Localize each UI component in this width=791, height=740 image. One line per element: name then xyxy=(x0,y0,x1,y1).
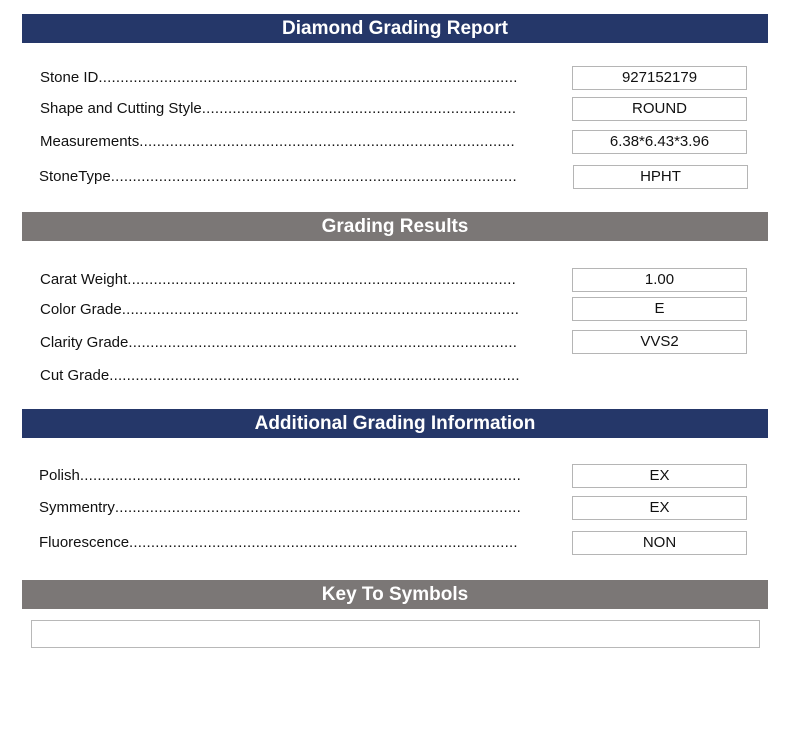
polish-label: Polish xyxy=(39,467,80,484)
cut-grade-label: Cut Grade xyxy=(40,367,110,384)
carat-label: Carat Weight xyxy=(40,271,128,288)
section-header-key-to-symbols: Key To Symbols xyxy=(22,580,768,609)
dot-leader: ......................................................................................... xyxy=(127,271,516,288)
color-grade-label: Color Grade xyxy=(40,301,122,318)
field-label xyxy=(40,364,522,388)
symmetry-label: Symmentry xyxy=(39,499,115,516)
measurements-value: 6.38*6.43*3.96 xyxy=(572,130,747,154)
field-label xyxy=(40,66,520,90)
dot-leader: ......................................................................................... xyxy=(129,534,518,551)
dot-leader: ............................................................................................. xyxy=(110,168,517,185)
polish-value: EX xyxy=(572,464,747,488)
key-to-symbols-box xyxy=(31,620,760,648)
field-label xyxy=(39,464,522,488)
field-label xyxy=(40,130,518,154)
dot-leader: ..................................................................................................... xyxy=(79,467,521,484)
clarity-grade-label: Clarity Grade xyxy=(40,334,129,351)
stone-id-label: Stone ID xyxy=(40,69,99,86)
field-label xyxy=(40,268,519,292)
section-header-additional: Additional Grading Information xyxy=(22,409,768,438)
section-header-grading-results: Grading Results xyxy=(22,212,768,241)
field-label xyxy=(39,531,521,555)
stone-id-value: 927152179 xyxy=(572,66,747,90)
shape-label: Shape and Cutting Style xyxy=(40,100,202,117)
dot-leader: ........................................................................ xyxy=(201,100,517,117)
fluorescence-value: NON xyxy=(572,531,747,555)
dot-leader: .............................................................................................. xyxy=(109,367,520,384)
stone-type-value: HPHT xyxy=(573,165,748,189)
symmetry-value: EX xyxy=(572,496,747,520)
field-label xyxy=(39,165,519,189)
dot-leader: ...................................................................................... xyxy=(139,133,515,150)
field-label xyxy=(40,97,519,121)
dot-leader: ......................................................................................... xyxy=(128,334,518,351)
dot-leader: ........................................................................................... xyxy=(121,301,520,318)
measurements-label: Measurements xyxy=(40,133,140,150)
field-label xyxy=(39,496,523,520)
dot-leader: ............................................................................................. xyxy=(114,499,522,516)
clarity-grade-value: VVS2 xyxy=(572,330,747,354)
carat-value: 1.00 xyxy=(572,268,747,292)
field-label xyxy=(40,298,522,322)
stone-type-label: StoneType xyxy=(39,168,111,185)
shape-value: ROUND xyxy=(572,97,747,121)
dot-leader: ................................................................................................ xyxy=(98,69,518,86)
color-grade-value: E xyxy=(572,297,747,321)
section-header-report: Diamond Grading Report xyxy=(22,14,768,43)
fluorescence-label: Fluorescence xyxy=(39,534,130,551)
field-label xyxy=(40,331,520,355)
